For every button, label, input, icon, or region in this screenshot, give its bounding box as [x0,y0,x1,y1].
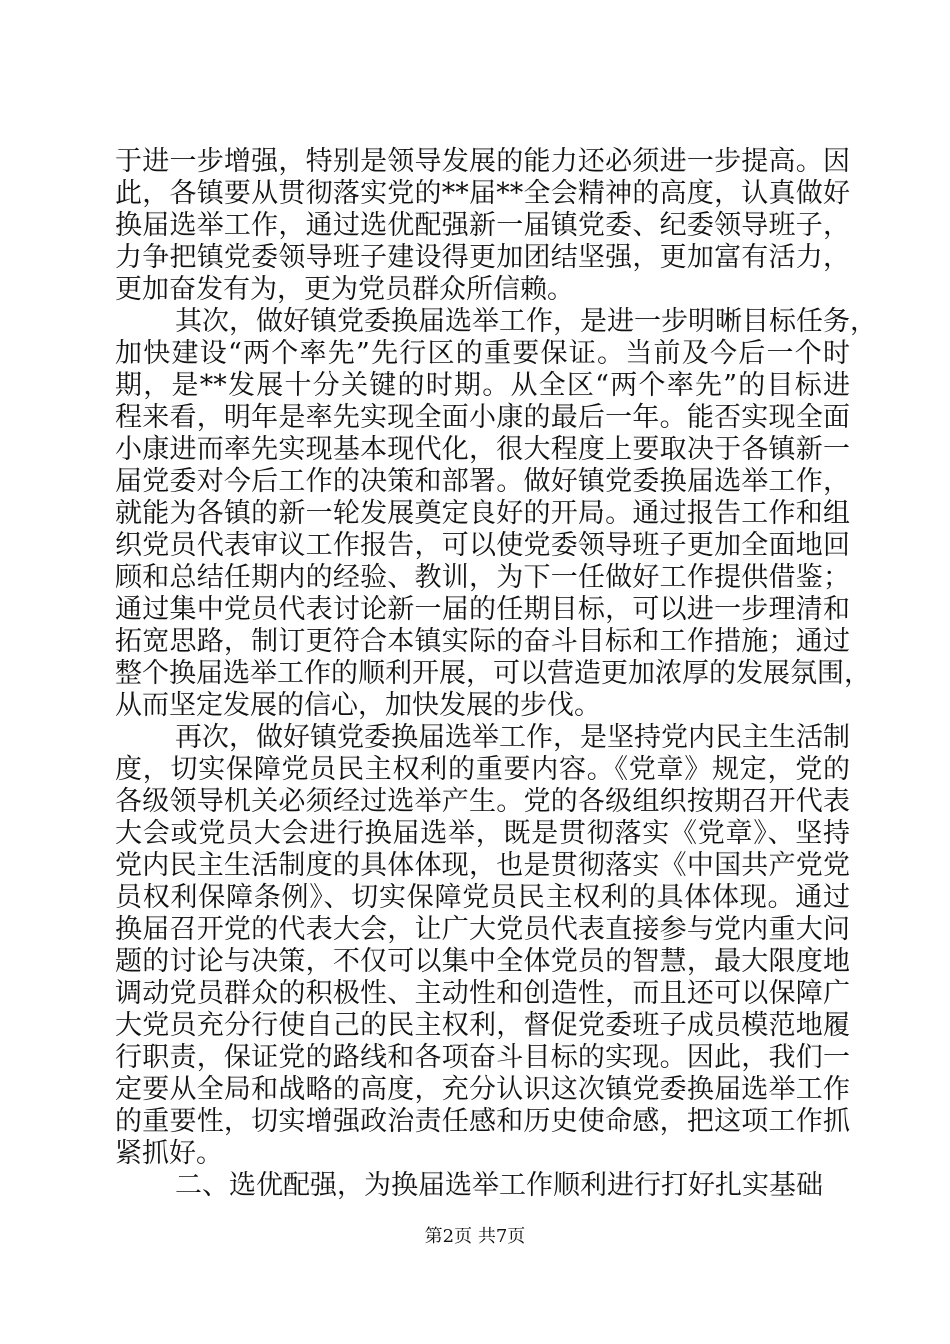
text-line: 程来看，明年是率先实现全面小康的最后一年。能否实现全面 [115,402,850,433]
paragraph-start-line: 再次，做好镇党委换届选举工作，是坚持党内民主生活制 [175,722,850,753]
section-heading: 二、选优配强，为换届选举工作顺利进行打好扎实基础 [175,1170,823,1201]
text-line: 更加奋发有为，更为党员群众所信赖。 [115,274,574,305]
text-line: 届党委对今后工作的决策和部署。做好镇党委换届选举工作， [115,466,850,497]
text-line: 大党员充分行使自己的民主权利，督促党委班子成员模范地履 [115,1010,850,1041]
document-body [115,146,877,1202]
text-line: 大会或党员大会进行换届选举，既是贯彻落实《党章》、坚持 [115,818,850,849]
text-line: 拓宽思路，制订更符合本镇实际的奋斗目标和工作措施；通过 [115,626,850,657]
text-line: 换届选举工作，通过选优配强新一届镇党委、纪委领导班子， [115,210,850,241]
text-line: 此，各镇要从贯彻落实党的**届**全会精神的高度，认真做好 [115,178,850,209]
paragraph-start-line: 其次，做好镇党委换届选举工作，是进一步明晰目标任务， [175,306,877,337]
text-line: 定要从全局和战略的高度，充分认识这次镇党委换届选举工作 [115,1074,850,1105]
text-line: 度，切实保障党员民主权利的重要内容。《党章》规定，党的 [115,754,850,785]
text-line: 员权利保障条例》、切实保障党员民主权利的具体体现。通过 [115,882,850,913]
page-footer: 第2页 共7页 [424,1226,526,1247]
text-line: 织党员代表审议工作报告，可以使党委领导班子更加全面地回 [115,530,850,561]
text-line: 小康进而率先实现基本现代化，很大程度上要取决于各镇新一 [115,434,850,465]
text-line: 的重要性，切实增强政治责任感和历史使命感，把这项工作抓 [115,1106,850,1137]
text-line: 党内民主生活制度的具体体现，也是贯彻落实《中国共产党党 [115,850,850,881]
text-line: 就能为各镇的新一轮发展奠定良好的开局。通过报告工作和组 [115,498,850,529]
text-line: 各级领导机关必须经过选举产生。党的各级组织按期召开代表 [115,786,850,817]
text-line: 题的讨论与决策，不仅可以集中全体党员的智慧，最大限度地 [115,946,850,977]
text-line: 调动党员群众的积极性、主动性和创造性，而且还可以保障广 [115,978,850,1009]
text-line: 紧抓好。 [115,1138,223,1169]
text-line: 顾和总结任期内的经验、教训，为下一任做好工作提供借鉴； [115,562,850,593]
text-line: 期，是**发展十分关键的时期。从全区“两个率先”的目标进 [115,370,850,401]
text-line: 行职责，保证党的路线和各项奋斗目标的实现。因此，我们一 [115,1042,850,1073]
text-line: 从而坚定发展的信心，加快发展的步伐。 [115,690,601,721]
text-line: 换届召开党的代表大会，让广大党员代表直接参与党内重大问 [115,914,850,945]
text-line: 于进一步增强，特别是领导发展的能力还必须进一步提高。因 [115,146,850,177]
text-line: 整个换届选举工作的顺利开展，可以营造更加浓厚的发展氛围， [115,658,871,689]
text-line: 力争把镇党委领导班子建设得更加团结坚强，更加富有活力， [115,242,850,273]
text-line: 通过集中党员代表讨论新一届的任期目标，可以进一步理清和 [115,594,850,625]
text-line: 加快建设“两个率先”先行区的重要保证。当前及今后一个时 [115,338,850,369]
